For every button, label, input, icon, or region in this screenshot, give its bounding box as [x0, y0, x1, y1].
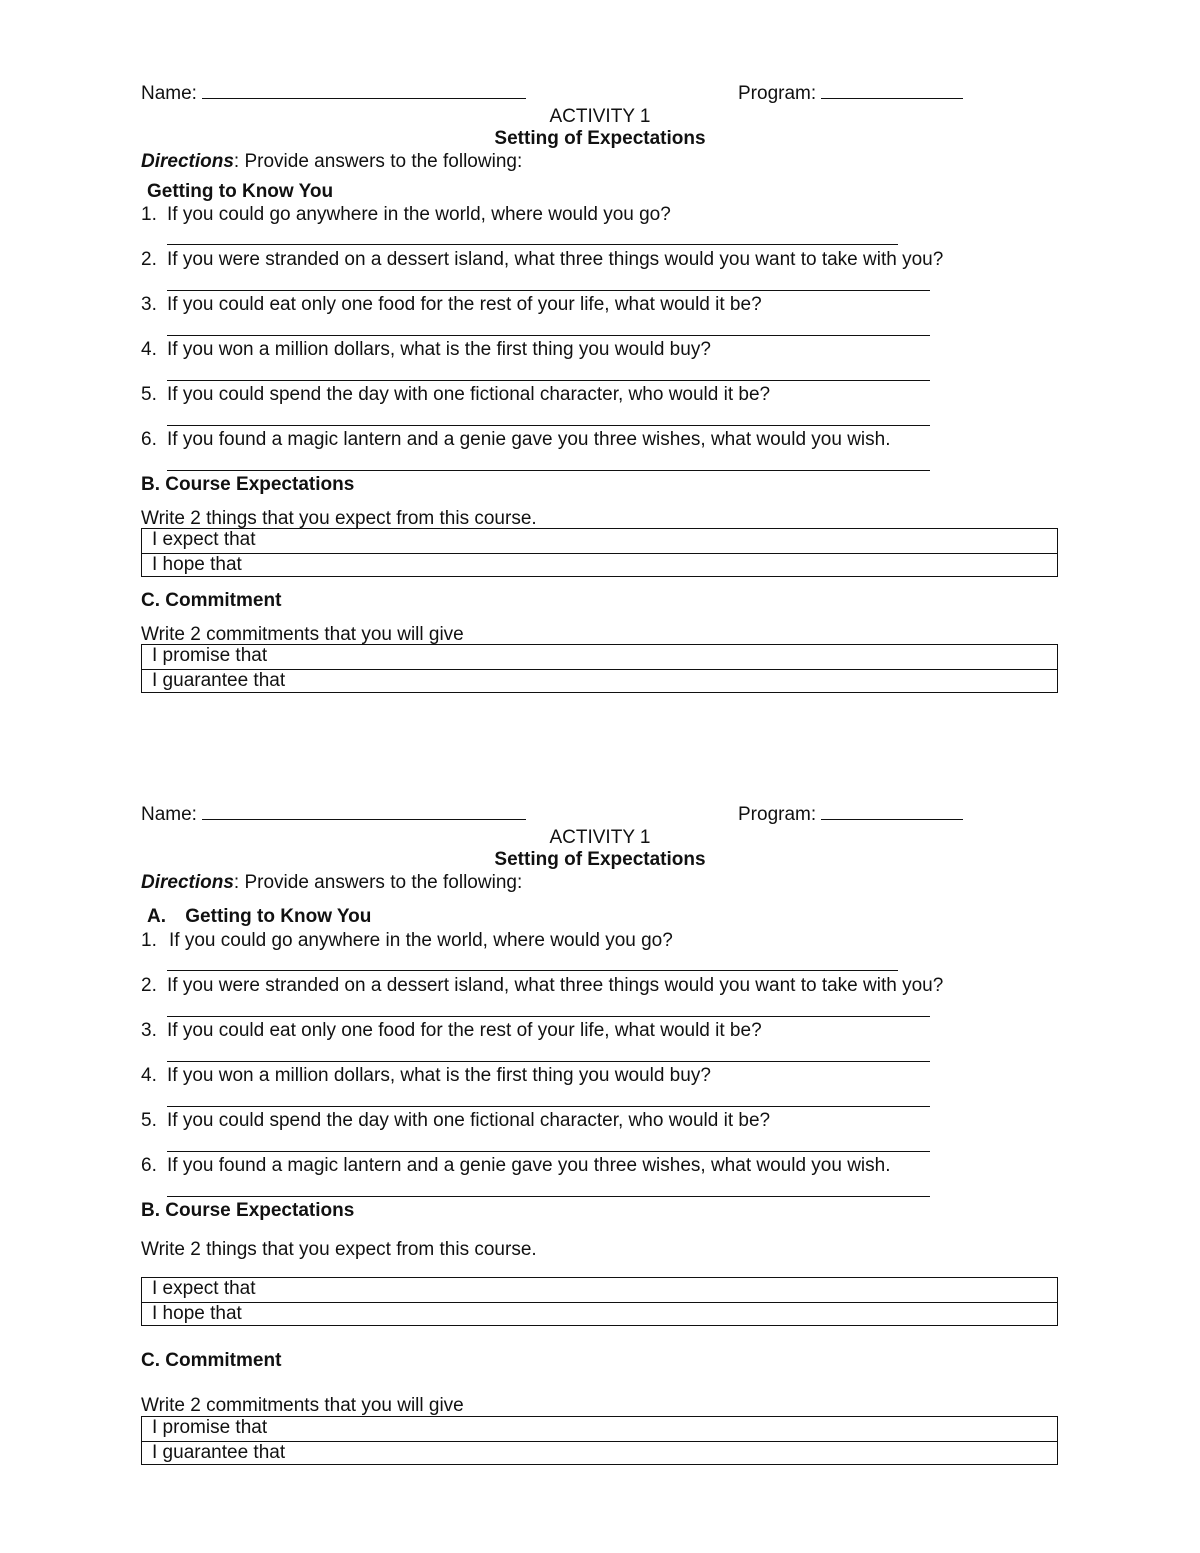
- question-text: If you won a million dollars, what is the first thing you would buy?: [167, 1065, 711, 1086]
- section-a-title: Getting to Know You: [147, 181, 334, 202]
- question-number: 1.: [141, 930, 157, 951]
- answer-line[interactable]: [167, 244, 898, 245]
- program-blank[interactable]: [821, 84, 963, 99]
- section-a-heading: [147, 905, 371, 928]
- directions-label: Directions: [141, 151, 234, 172]
- answer-line[interactable]: [167, 1151, 930, 1152]
- question-text: If you could eat only one food for the rest of your life, what would it be?: [167, 1020, 762, 1041]
- section-c-title: C. Commitment: [141, 590, 282, 611]
- program-label: Program:: [738, 804, 817, 825]
- question-text: If you could spend the day with one fictional character, who would it be?: [167, 1110, 771, 1131]
- expectation-row[interactable]: I expect that: [152, 1278, 256, 1299]
- question-number: 1.: [141, 204, 157, 225]
- question-number: 5.: [141, 384, 157, 405]
- section-b-title: B. Course Expectations: [141, 1200, 355, 1221]
- name-label: Name:: [141, 804, 197, 825]
- activity-number: ACTIVITY 1: [549, 106, 651, 127]
- activity-title: Setting of Expectations: [494, 128, 706, 149]
- question-text: If you could go anywhere in the world, where would you go?: [167, 204, 671, 225]
- program-field: [738, 82, 963, 105]
- question-text: If you could go anywhere in the world, where would you go?: [169, 930, 673, 951]
- program-field: [738, 803, 963, 826]
- answer-line[interactable]: [167, 425, 930, 426]
- question-text: If you were stranded on a dessert island, what three things would you want to take with you?: [167, 975, 944, 996]
- question-text: If you found a magic lantern and a genie gave you three wishes, what would you wish.: [167, 429, 891, 450]
- commitment-table: [141, 1416, 1058, 1465]
- answer-line[interactable]: [167, 470, 930, 471]
- directions: [141, 150, 522, 173]
- commitment-row[interactable]: I promise that: [152, 1417, 268, 1438]
- question-text: If you could spend the day with one fictional character, who would it be?: [167, 384, 771, 405]
- worksheet-copy-1: [0, 0, 1200, 720]
- activity-number: ACTIVITY 1: [549, 827, 651, 848]
- question-number: 3.: [141, 294, 157, 315]
- expectations-table: [141, 1277, 1058, 1326]
- answer-line[interactable]: [167, 1106, 930, 1107]
- directions: [141, 871, 522, 894]
- commitment-row[interactable]: I guarantee that: [142, 1441, 1057, 1465]
- answer-line[interactable]: [167, 1196, 930, 1197]
- program-label: Program:: [738, 83, 817, 104]
- question-text: If you were stranded on a dessert island, what three things would you want to take with you?: [167, 249, 944, 270]
- question-text: If you won a million dollars, what is the first thing you would buy?: [167, 339, 711, 360]
- directions-label: Directions: [141, 872, 234, 893]
- name-blank[interactable]: [202, 805, 526, 820]
- section-b-title: B. Course Expectations: [141, 474, 355, 495]
- question-text: If you could eat only one food for the rest of your life, what would it be?: [167, 294, 762, 315]
- answer-line[interactable]: [167, 1061, 930, 1062]
- name-label: Name:: [141, 83, 197, 104]
- worksheet-copy-2: [0, 721, 1200, 1521]
- expectation-row[interactable]: I expect that: [152, 529, 256, 550]
- commitment-row[interactable]: I promise that: [152, 645, 268, 666]
- question-number: 4.: [141, 339, 157, 360]
- directions-text: : Provide answers to the following:: [233, 872, 523, 893]
- section-a-letter: A.: [147, 906, 166, 927]
- directions-text: : Provide answers to the following:: [233, 151, 523, 172]
- expectation-row[interactable]: I hope that: [142, 553, 1057, 577]
- section-b-instruction: Write 2 things that you expect from this course.: [141, 1239, 537, 1260]
- commitment-row[interactable]: I guarantee that: [142, 669, 1057, 693]
- question-number: 6.: [141, 429, 157, 450]
- activity-title: Setting of Expectations: [494, 849, 706, 870]
- section-c-instruction: Write 2 commitments that you will give: [141, 1395, 464, 1416]
- commitment-table: [141, 644, 1058, 693]
- expectations-table: [141, 528, 1058, 577]
- question-number: 6.: [141, 1155, 157, 1176]
- name-blank[interactable]: [202, 84, 526, 99]
- answer-line[interactable]: [167, 380, 930, 381]
- question-number: 3.: [141, 1020, 157, 1041]
- section-a-heading: [147, 180, 333, 203]
- program-blank[interactable]: [821, 805, 963, 820]
- answer-line[interactable]: [167, 970, 898, 971]
- question-number: 2.: [141, 249, 157, 270]
- question-number: 2.: [141, 975, 157, 996]
- section-b-instruction: Write 2 things that you expect from this course.: [141, 508, 537, 529]
- section-a-title: Getting to Know You: [185, 906, 372, 927]
- question-text: If you found a magic lantern and a genie gave you three wishes, what would you wish.: [167, 1155, 891, 1176]
- question-number: 5.: [141, 1110, 157, 1131]
- section-c-title: C. Commitment: [141, 1350, 282, 1371]
- question-number: 4.: [141, 1065, 157, 1086]
- section-c-instruction: Write 2 commitments that you will give: [141, 624, 464, 645]
- expectation-row[interactable]: I hope that: [142, 1302, 1057, 1326]
- name-field: [141, 82, 526, 105]
- answer-line[interactable]: [167, 290, 930, 291]
- answer-line[interactable]: [167, 335, 930, 336]
- name-field: [141, 803, 526, 826]
- answer-line[interactable]: [167, 1016, 930, 1017]
